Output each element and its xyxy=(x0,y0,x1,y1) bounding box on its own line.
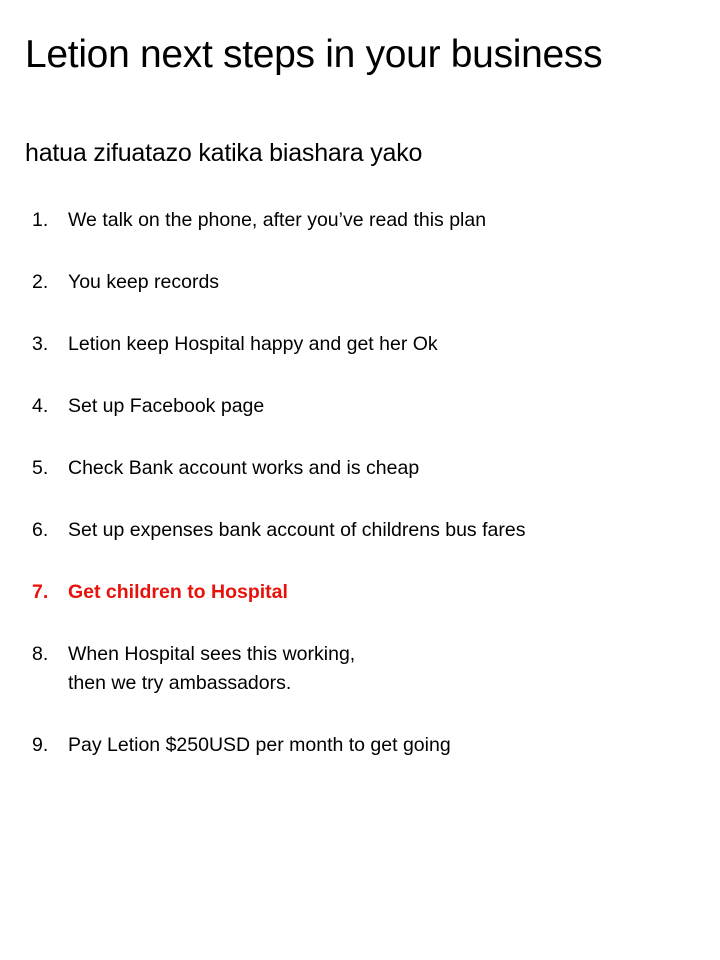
slide-subtitle: hatua zifuatazo katika biashara yako xyxy=(25,139,423,167)
step-text: Check Bank account works and is cheap xyxy=(68,457,420,479)
step-item xyxy=(0,516,720,545)
step-text: We talk on the phone, after you’ve read this plan xyxy=(68,209,487,231)
step-number: 1. xyxy=(32,209,49,231)
slide-title: Letion next steps in your business xyxy=(25,33,603,76)
step-text: You keep records xyxy=(68,271,220,293)
step-number: 2. xyxy=(32,271,49,293)
step-text: Pay Letion $250USD per month to get going xyxy=(68,734,451,756)
step-text: Get children to Hospital xyxy=(68,581,288,603)
step-text: When Hospital sees this working, then we try ambassadors. xyxy=(68,643,356,694)
step-item xyxy=(0,731,720,760)
step-item xyxy=(0,268,720,297)
step-text: Set up expenses bank account of childrens bus fares xyxy=(68,519,526,541)
step-item-highlighted xyxy=(0,578,720,607)
step-item xyxy=(0,454,720,483)
step-number: 6. xyxy=(32,519,49,541)
step-item xyxy=(0,392,720,421)
steps-list xyxy=(0,206,720,793)
step-number: 7. xyxy=(32,581,49,603)
step-number: 8. xyxy=(32,643,49,665)
step-number: 5. xyxy=(32,457,49,479)
step-text: Letion keep Hospital happy and get her Ok xyxy=(68,333,438,355)
step-item xyxy=(0,206,720,235)
step-number: 4. xyxy=(32,395,49,417)
step-text: Set up Facebook page xyxy=(68,395,265,417)
step-item xyxy=(0,330,720,359)
step-item xyxy=(0,640,720,698)
step-number: 9. xyxy=(32,734,49,756)
step-number: 3. xyxy=(32,333,49,355)
